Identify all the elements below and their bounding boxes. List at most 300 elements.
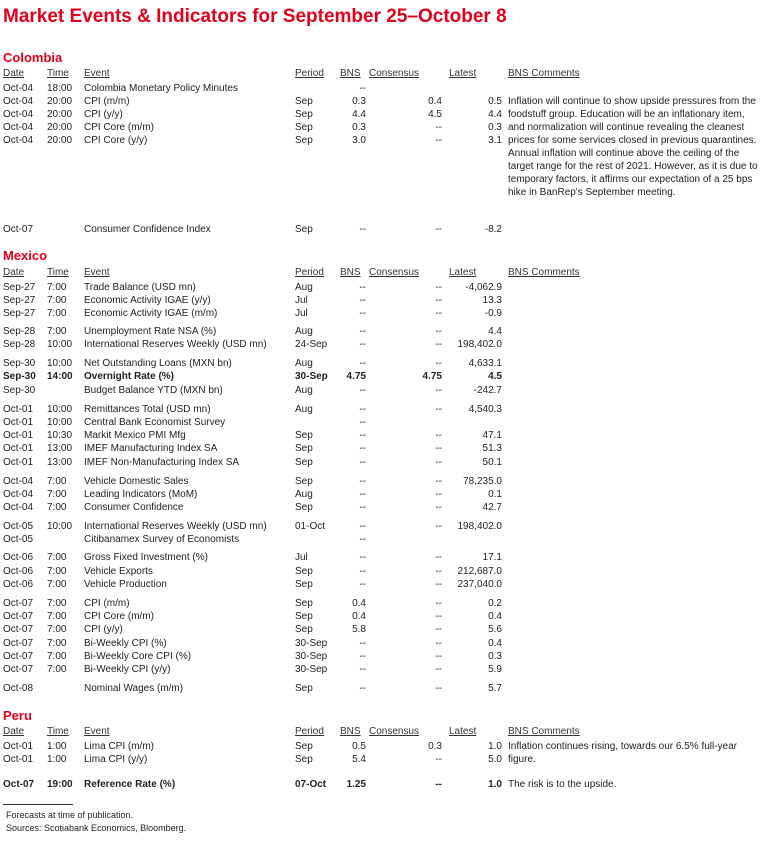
table-row	[0, 597, 765, 610]
cell-consensus: --	[435, 295, 442, 306]
peru-comment-1: Inflation continues rising, towards our 6.5% full-year figure.	[508, 741, 738, 765]
header-date: Date	[3, 726, 25, 737]
cell-latest: 0.4	[488, 611, 502, 622]
table-row	[0, 325, 765, 338]
cell-consensus: --	[435, 611, 442, 622]
header-date: Date	[3, 267, 25, 278]
cell-consensus: --	[435, 579, 442, 590]
cell-date: Sep-28	[3, 339, 36, 350]
cell-consensus: --	[435, 358, 442, 369]
cell-consensus: --	[435, 779, 442, 790]
cell-latest: 0.1	[488, 489, 502, 500]
table-row	[0, 475, 765, 488]
cell-event: Bi-Weekly CPI (y/y)	[84, 664, 171, 675]
cell-bns: --	[359, 521, 366, 532]
cell-time: 7:00	[47, 502, 67, 513]
table-row	[0, 623, 765, 636]
header-time: Time	[47, 726, 69, 737]
cell-date: Sep-27	[3, 282, 36, 293]
cell-bns: --	[359, 404, 366, 415]
header-latest: Latest	[449, 726, 477, 737]
cell-time: 7:00	[47, 489, 67, 500]
cell-event: Bi-Weekly Core CPI (%)	[84, 651, 192, 662]
table-row	[0, 384, 765, 397]
cell-bns: --	[359, 457, 366, 468]
cell-bns: 4.75	[346, 371, 366, 382]
cell-period: Jul	[295, 308, 308, 319]
cell-bns: --	[359, 83, 366, 94]
cell-event: Gross Fixed Investment (%)	[84, 552, 208, 563]
cell-period: 01-Oct	[295, 521, 326, 532]
cell-latest: -4,062.9	[465, 282, 502, 293]
cell-bns: --	[359, 579, 366, 590]
cell-time: 7:00	[47, 624, 67, 635]
cell-latest: 4.4	[488, 109, 502, 120]
cell-date: Oct-08	[3, 683, 34, 694]
cell-event: Markit Mexico PMI Mfg	[84, 430, 186, 441]
cell-consensus: --	[435, 443, 442, 454]
cell-latest: 3.1	[488, 135, 502, 146]
cell-event: CPI (m/m)	[84, 598, 130, 609]
table-row	[0, 578, 765, 591]
cell-date: Oct-07	[3, 664, 34, 675]
table-row	[0, 565, 765, 578]
cell-consensus: 0.3	[428, 741, 442, 752]
cell-period: 30-Sep	[295, 651, 328, 662]
cell-event: CPI (y/y)	[84, 624, 123, 635]
cell-date: Oct-07	[3, 611, 34, 622]
cell-consensus: --	[435, 754, 442, 765]
table-row	[0, 442, 765, 455]
cell-time: 20:00	[47, 135, 73, 146]
header-event: Event	[84, 68, 110, 79]
cell-latest: 78,235.0	[463, 476, 502, 487]
cell-latest: 5.0	[488, 754, 502, 765]
cell-bns: --	[359, 443, 366, 454]
cell-latest: 198,402.0	[457, 521, 502, 532]
header-period: Period	[295, 267, 324, 278]
cell-period: Sep	[295, 224, 313, 235]
cell-time: 13:00	[47, 457, 73, 468]
cell-consensus: --	[435, 339, 442, 350]
cell-bns: 0.4	[352, 598, 366, 609]
table-row	[0, 294, 765, 307]
cell-date: Sep-30	[3, 385, 36, 396]
table-row	[0, 357, 765, 370]
cell-bns: --	[359, 476, 366, 487]
cell-bns: --	[359, 534, 366, 545]
table-row	[0, 533, 765, 546]
cell-event: IMEF Non-Manufacturing Index SA	[84, 457, 240, 468]
footnote-sources: Sources: Scotiabank Economics, Bloomberg.	[6, 823, 187, 833]
cell-bns: 0.5	[352, 741, 366, 752]
cell-date: Sep-27	[3, 308, 36, 319]
cell-latest: 13.3	[482, 295, 502, 306]
cell-event: International Reserves Weekly (USD mn)	[84, 339, 267, 350]
cell-period: Sep	[295, 457, 313, 468]
cell-event: Consumer Confidence Index	[84, 224, 211, 235]
table-row	[0, 488, 765, 501]
table-row	[0, 551, 765, 564]
cell-latest: -8.2	[484, 224, 502, 235]
header-consensus: Consensus	[369, 726, 420, 737]
cell-bns: --	[359, 566, 366, 577]
table-row	[0, 82, 765, 95]
cell-latest: -0.9	[484, 308, 502, 319]
cell-latest: 47.1	[482, 430, 502, 441]
cell-period: Aug	[295, 326, 313, 337]
cell-event: Lima CPI (m/m)	[84, 741, 154, 752]
cell-period: Aug	[295, 385, 313, 396]
cell-period: Sep	[295, 741, 313, 752]
table-row	[0, 456, 765, 469]
cell-bns: 4.4	[352, 109, 366, 120]
cell-event: Net Outstanding Loans (MXN bn)	[84, 358, 232, 369]
cell-bns: 5.8	[352, 624, 366, 635]
cell-date: Oct-05	[3, 521, 34, 532]
header-comments: BNS Comments	[508, 267, 580, 278]
cell-consensus: --	[435, 638, 442, 649]
cell-period: 07-Oct	[295, 779, 327, 790]
cell-event: Bi-Weekly CPI (%)	[84, 638, 167, 649]
cell-time: 14:00	[47, 371, 73, 382]
cell-event: CPI Core (m/m)	[84, 122, 154, 133]
cell-consensus: --	[435, 566, 442, 577]
cell-date: Oct-04	[3, 489, 34, 500]
cell-bns: --	[359, 489, 366, 500]
cell-time: 7:00	[47, 651, 67, 662]
cell-event: CPI Core (m/m)	[84, 611, 154, 622]
footnote-forecasts: Forecasts at time of publication.	[6, 810, 134, 820]
cell-date: Oct-07	[3, 638, 34, 649]
cell-period: 30-Sep	[295, 638, 328, 649]
header-event: Event	[84, 267, 110, 278]
cell-period: Sep	[295, 502, 313, 513]
cell-date: Oct-04	[3, 502, 34, 513]
table-row	[0, 223, 765, 236]
cell-bns: --	[359, 502, 366, 513]
cell-consensus: --	[435, 430, 442, 441]
cell-period: Sep	[295, 476, 313, 487]
cell-date: Oct-07	[3, 651, 34, 662]
cell-time: 10:30	[47, 430, 73, 441]
cell-period: Sep	[295, 109, 313, 120]
cell-date: Sep-30	[3, 371, 36, 382]
cell-event: Colombia Monetary Policy Minutes	[84, 83, 238, 94]
cell-period: Sep	[295, 96, 313, 107]
cell-event: Economic Activity IGAE (m/m)	[84, 308, 218, 319]
cell-date: Oct-07	[3, 224, 34, 235]
cell-event: Economic Activity IGAE (y/y)	[84, 295, 211, 306]
cell-time: 1:00	[47, 754, 67, 765]
table-header-peru	[0, 725, 765, 738]
header-bns: BNS	[340, 68, 361, 79]
cell-period: Sep	[295, 443, 313, 454]
colombia-comment: Inflation will continue to show upside pressures from the foodstuff group. Education will be an inflationary item, and normalization will continue revealing the cleanest prices for some services closed in previous quarantines. Annual inflation will continue above the ceiling of the target range for the rest of 2021. However, as it is due to temporary factors, it affirms our expectation of a 25 bps hike in BanRep's September meeting.	[508, 96, 758, 198]
cell-time: 20:00	[47, 96, 73, 107]
table-row	[0, 610, 765, 623]
cell-consensus: --	[435, 552, 442, 563]
cell-latest: 4.5	[488, 371, 502, 382]
table-row	[0, 307, 765, 320]
cell-latest: 1.0	[488, 741, 502, 752]
cell-event: Reference Rate (%)	[84, 779, 176, 790]
cell-latest: 17.1	[482, 552, 502, 563]
cell-bns: --	[359, 385, 366, 396]
cell-event: CPI (m/m)	[84, 96, 130, 107]
cell-bns: --	[359, 282, 366, 293]
cell-bns: 0.4	[352, 611, 366, 622]
cell-date: Oct-05	[3, 534, 34, 545]
cell-latest: -242.7	[473, 385, 502, 396]
section-title-mexico: Mexico	[3, 248, 48, 263]
cell-date: Oct-01	[3, 754, 34, 765]
cell-consensus: --	[435, 598, 442, 609]
cell-time: 10:00	[47, 358, 73, 369]
cell-latest: 5.6	[488, 624, 502, 635]
cell-period: Sep	[295, 579, 313, 590]
cell-bns: 1.25	[346, 779, 366, 790]
cell-time: 10:00	[47, 417, 73, 428]
cell-time: 10:00	[47, 404, 73, 415]
table-header-mexico	[0, 266, 765, 279]
cell-consensus: --	[435, 489, 442, 500]
cell-latest: 51.3	[482, 443, 502, 454]
cell-period: Sep	[295, 566, 313, 577]
cell-latest: 50.1	[482, 457, 502, 468]
section-title-peru: Peru	[3, 708, 32, 723]
cell-consensus: --	[435, 308, 442, 319]
cell-consensus: 0.4	[428, 96, 442, 107]
cell-time: 10:00	[47, 339, 73, 350]
header-comments: BNS Comments	[508, 726, 580, 737]
cell-latest: 0.2	[488, 598, 502, 609]
header-date: Date	[3, 68, 25, 79]
header-bns: BNS	[340, 267, 361, 278]
cell-latest: 5.7	[488, 683, 502, 694]
cell-period: 30-Sep	[295, 664, 328, 675]
cell-period: Sep	[295, 135, 313, 146]
table-row	[0, 663, 765, 676]
cell-latest: 4,540.3	[468, 404, 502, 415]
cell-period: Sep	[295, 683, 313, 694]
table-row	[0, 281, 765, 294]
cell-time: 7:00	[47, 566, 67, 577]
cell-latest: 42.7	[482, 502, 502, 513]
cell-event: Citibanamex Survey of Economists	[84, 534, 240, 545]
table-row	[0, 429, 765, 442]
cell-bns: --	[359, 552, 366, 563]
header-period: Period	[295, 726, 324, 737]
cell-date: Oct-04	[3, 135, 34, 146]
cell-time: 20:00	[47, 122, 73, 133]
cell-period: Aug	[295, 404, 313, 415]
header-comments: BNS Comments	[508, 68, 580, 79]
cell-time: 7:00	[47, 282, 67, 293]
cell-time: 7:00	[47, 552, 67, 563]
cell-bns: --	[359, 417, 366, 428]
cell-latest: 0.5	[488, 96, 502, 107]
cell-date: Oct-06	[3, 552, 34, 563]
cell-consensus: --	[435, 135, 442, 146]
cell-period: Aug	[295, 282, 313, 293]
table-row	[0, 416, 765, 429]
cell-time: 18:00	[47, 83, 73, 94]
cell-latest: 1.0	[488, 779, 502, 790]
table-row	[0, 637, 765, 650]
table-row	[0, 501, 765, 514]
cell-event: CPI (y/y)	[84, 109, 123, 120]
cell-date: Oct-06	[3, 579, 34, 590]
cell-date: Oct-04	[3, 122, 34, 133]
cell-time: 7:00	[47, 611, 67, 622]
cell-consensus: --	[435, 326, 442, 337]
cell-event: Trade Balance (USD mn)	[84, 282, 196, 293]
cell-latest: 0.3	[488, 651, 502, 662]
cell-period: Sep	[295, 611, 313, 622]
cell-latest: 4,633.1	[468, 358, 502, 369]
cell-period: Sep	[295, 122, 313, 133]
cell-period: Aug	[295, 489, 313, 500]
cell-bns: --	[359, 339, 366, 350]
header-time: Time	[47, 267, 69, 278]
cell-consensus: --	[435, 122, 442, 133]
cell-time: 7:00	[47, 664, 67, 675]
cell-consensus: --	[435, 683, 442, 694]
header-time: Time	[47, 68, 69, 79]
cell-date: Oct-01	[3, 430, 34, 441]
cell-bns: 0.3	[352, 122, 366, 133]
peru-comment-2: The risk is to the upside.	[508, 779, 617, 790]
cell-event: Remittances Total (USD mn)	[84, 404, 211, 415]
cell-date: Oct-04	[3, 476, 34, 487]
cell-bns: --	[359, 295, 366, 306]
cell-time: 1:00	[47, 741, 67, 752]
cell-event: Unemployment Rate NSA (%)	[84, 326, 217, 337]
table-row	[0, 650, 765, 663]
cell-time: 7:00	[47, 295, 67, 306]
header-consensus: Consensus	[369, 267, 420, 278]
cell-time: 7:00	[47, 326, 67, 337]
table-row	[0, 682, 765, 695]
cell-consensus: --	[435, 282, 442, 293]
page-title: Market Events & Indicators for September 25–October 8	[3, 6, 507, 27]
cell-event: International Reserves Weekly (USD mn)	[84, 521, 267, 532]
cell-date: Oct-01	[3, 417, 34, 428]
cell-time: 20:00	[47, 109, 73, 120]
cell-consensus: --	[435, 457, 442, 468]
cell-consensus: --	[435, 224, 442, 235]
cell-event: Leading Indicators (MoM)	[84, 489, 198, 500]
cell-period: 30-Sep	[295, 371, 328, 382]
cell-latest: 237,040.0	[457, 579, 502, 590]
cell-bns: --	[359, 430, 366, 441]
cell-time: 7:00	[47, 598, 67, 609]
cell-event: Overnight Rate (%)	[84, 371, 175, 382]
cell-consensus: --	[435, 651, 442, 662]
cell-event: Vehicle Production	[84, 579, 167, 590]
cell-latest: 4.4	[488, 326, 502, 337]
cell-consensus: --	[435, 664, 442, 675]
cell-consensus: 4.5	[428, 109, 442, 120]
cell-event: Central Bank Economist Survey	[84, 417, 226, 428]
header-consensus: Consensus	[369, 68, 420, 79]
cell-bns: --	[359, 224, 366, 235]
cell-date: Oct-01	[3, 404, 34, 415]
footnote-divider	[3, 804, 73, 805]
cell-period: Jul	[295, 295, 308, 306]
table-row	[0, 520, 765, 533]
cell-date: Sep-28	[3, 326, 36, 337]
cell-bns: --	[359, 638, 366, 649]
cell-period: Sep	[295, 624, 313, 635]
cell-date: Oct-07	[3, 598, 34, 609]
cell-date: Oct-01	[3, 457, 34, 468]
cell-consensus: 4.75	[422, 371, 442, 382]
cell-event: Lima CPI (y/y)	[84, 754, 148, 765]
cell-period: Sep	[295, 430, 313, 441]
cell-bns: --	[359, 308, 366, 319]
table-header-colombia	[0, 67, 765, 80]
cell-consensus: --	[435, 404, 442, 415]
header-period: Period	[295, 68, 324, 79]
cell-event: IMEF Manufacturing Index SA	[84, 443, 218, 454]
cell-time: 7:00	[47, 638, 67, 649]
cell-event: CPI Core (y/y)	[84, 135, 148, 146]
cell-bns: 3.0	[352, 135, 366, 146]
cell-period: Sep	[295, 754, 313, 765]
cell-consensus: --	[435, 521, 442, 532]
cell-time: 7:00	[47, 308, 67, 319]
cell-period: Sep	[295, 598, 313, 609]
cell-consensus: --	[435, 502, 442, 513]
cell-latest: 212,687.0	[457, 566, 502, 577]
header-latest: Latest	[449, 267, 477, 278]
cell-bns: --	[359, 664, 366, 675]
cell-time: 10:00	[47, 521, 73, 532]
cell-date: Oct-04	[3, 96, 34, 107]
cell-bns: --	[359, 683, 366, 694]
cell-bns: --	[359, 358, 366, 369]
cell-bns: --	[359, 651, 366, 662]
cell-event: Vehicle Exports	[84, 566, 153, 577]
cell-date: Oct-06	[3, 566, 34, 577]
cell-consensus: --	[435, 476, 442, 487]
section-title-colombia: Colombia	[3, 50, 63, 65]
cell-bns: --	[359, 326, 366, 337]
cell-time: 7:00	[47, 579, 67, 590]
cell-date: Oct-01	[3, 443, 34, 454]
cell-consensus: --	[435, 624, 442, 635]
cell-date: Oct-07	[3, 779, 35, 790]
cell-period: 24-Sep	[295, 339, 328, 350]
table-row	[0, 370, 765, 383]
cell-event: Vehicle Domestic Sales	[84, 476, 189, 487]
cell-time: 13:00	[47, 443, 73, 454]
cell-bns: 5.4	[352, 754, 366, 765]
cell-time: 19:00	[47, 779, 73, 790]
cell-date: Oct-07	[3, 624, 34, 635]
header-event: Event	[84, 726, 110, 737]
cell-date: Oct-01	[3, 741, 34, 752]
cell-date: Oct-04	[3, 83, 34, 94]
cell-latest: 198,402.0	[457, 339, 502, 350]
table-row	[0, 403, 765, 416]
cell-event: Nominal Wages (m/m)	[84, 683, 184, 694]
cell-time: 7:00	[47, 476, 67, 487]
cell-date: Sep-30	[3, 358, 36, 369]
cell-latest: 0.3	[488, 122, 502, 133]
